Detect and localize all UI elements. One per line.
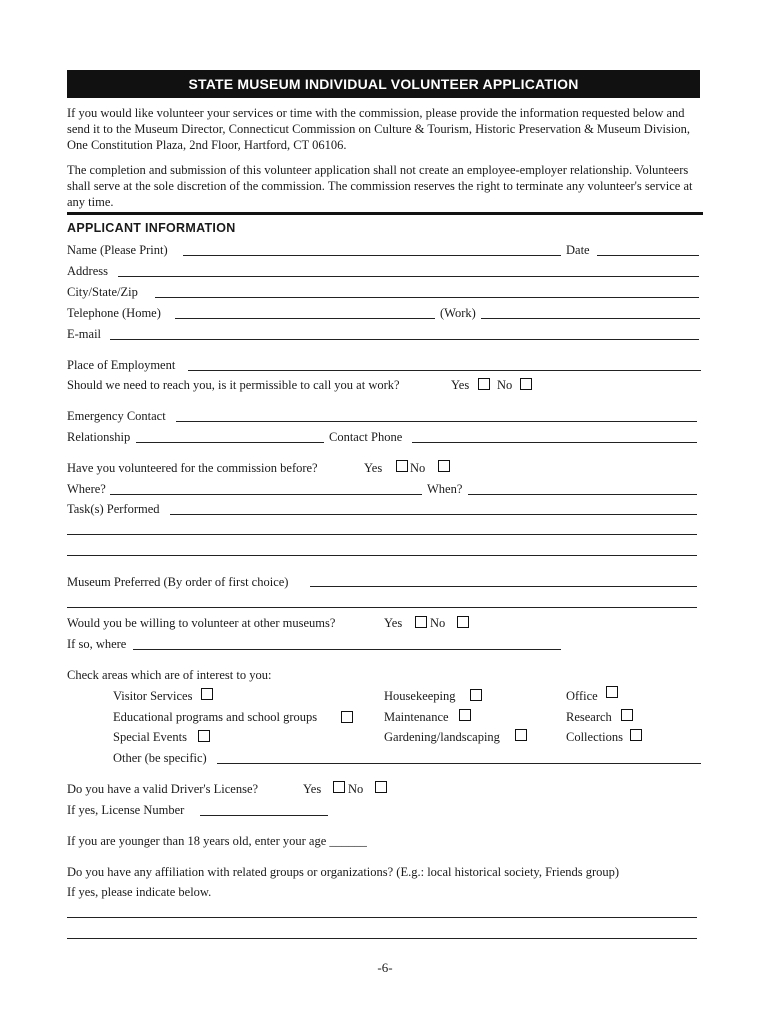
- when-field[interactable]: [468, 494, 697, 495]
- volunteered-before-question: Have you volunteered for the commission before?: [67, 461, 318, 475]
- when-label: When?: [427, 482, 463, 496]
- area-special-events-label: Special Events: [113, 730, 187, 744]
- relationship-label: Relationship: [67, 430, 131, 444]
- call-at-work-no-label: No: [497, 378, 513, 392]
- affiliation-line-2[interactable]: [67, 938, 697, 939]
- emergency-contact-label: Emergency Contact: [67, 409, 166, 423]
- telephone-work-field[interactable]: [481, 318, 700, 319]
- affiliation-question: Do you have any affiliation with related groups or organizations? (E.g.: local historical society, Friends group): [67, 865, 620, 879]
- other-museums-yes-checkbox[interactable]: [415, 616, 427, 628]
- area-visitor-services-checkbox[interactable]: [201, 688, 213, 700]
- area-housekeeping-checkbox[interactable]: [470, 689, 482, 701]
- relationship-field[interactable]: [136, 442, 324, 443]
- email-field[interactable]: [110, 339, 699, 340]
- section-heading-applicant: APPLICANT INFORMATION: [67, 221, 236, 235]
- call-at-work-no-checkbox[interactable]: [520, 378, 532, 390]
- page-number: -6-: [377, 960, 393, 975]
- volunteered-no-label: No: [410, 461, 426, 475]
- section-divider: [67, 212, 703, 215]
- tasks-field[interactable]: [170, 514, 697, 515]
- license-yes-checkbox[interactable]: [333, 781, 345, 793]
- emergency-contact-field[interactable]: [176, 421, 697, 422]
- other-museums-question: Would you be willing to volunteer at other museums?: [67, 616, 336, 630]
- call-at-work-yes-checkbox[interactable]: [478, 378, 490, 390]
- area-office-checkbox[interactable]: [606, 686, 618, 698]
- name-field[interactable]: [183, 255, 561, 256]
- where-field[interactable]: [110, 494, 422, 495]
- area-visitor-services-label: Visitor Services: [113, 689, 193, 703]
- intro-paragraph: If you would like volunteer your services or time with the commission, please provide the information requested below and send it to the Museum Director, Connecticut Commission on Culture & Tourism, Historic Preservation & Museum Division, One Constitution Plaza, 2nd Floor, Hartford, CT 06106.: [67, 106, 690, 152]
- contact-phone-label: Contact Phone: [329, 430, 403, 444]
- museum-preferred-label: Museum Preferred (By order of first choice): [67, 575, 289, 589]
- area-gardening-checkbox[interactable]: [515, 729, 527, 741]
- area-collections-label: Collections: [566, 730, 623, 744]
- email-label: E-mail: [67, 327, 102, 341]
- license-yes-label: Yes: [303, 782, 322, 796]
- license-number-field[interactable]: [200, 815, 328, 816]
- license-no-checkbox[interactable]: [375, 781, 387, 793]
- area-research-checkbox[interactable]: [621, 709, 633, 721]
- area-maintenance-label: Maintenance: [384, 710, 449, 724]
- call-at-work-yes-label: Yes: [451, 378, 470, 392]
- license-question: Do you have a valid Driver's License?: [67, 782, 259, 796]
- employment-field[interactable]: [188, 370, 701, 371]
- other-museums-no-checkbox[interactable]: [457, 616, 469, 628]
- interest-areas-label: Check areas which are of interest to you:: [67, 668, 272, 682]
- area-special-events-checkbox[interactable]: [198, 730, 210, 742]
- affiliation-indicate-label: If yes, please indicate below.: [67, 885, 212, 899]
- date-field[interactable]: [597, 255, 699, 256]
- other-museums-yes-label: Yes: [384, 616, 403, 630]
- telephone-work-label: (Work): [440, 306, 476, 320]
- call-at-work-question: Should we need to reach you, is it permissible to call you at work?: [67, 378, 400, 392]
- city-state-zip-label: City/State/Zip: [67, 285, 138, 299]
- area-maintenance-checkbox[interactable]: [459, 709, 471, 721]
- area-educational-checkbox[interactable]: [341, 711, 353, 723]
- tasks-line-3[interactable]: [67, 555, 697, 556]
- other-museums-no-label: No: [430, 616, 446, 630]
- museum-preferred-line-2[interactable]: [67, 607, 697, 608]
- area-research-label: Research: [566, 710, 612, 724]
- contact-phone-field[interactable]: [412, 442, 697, 443]
- telephone-home-field[interactable]: [175, 318, 435, 319]
- city-state-zip-field[interactable]: [155, 297, 699, 298]
- license-no-label: No: [348, 782, 364, 796]
- age-question: If you are younger than 18 years old, enter your age ______: [67, 834, 367, 848]
- employment-label: Place of Employment: [67, 358, 176, 372]
- volunteered-no-checkbox[interactable]: [438, 460, 450, 472]
- area-housekeeping-label: Housekeeping: [384, 689, 456, 703]
- tasks-label: Task(s) Performed: [67, 502, 160, 516]
- area-other-label: Other (be specific): [113, 751, 207, 765]
- date-label: Date: [566, 243, 590, 257]
- area-gardening-label: Gardening/landscaping: [384, 730, 500, 744]
- area-collections-checkbox[interactable]: [630, 729, 642, 741]
- if-so-where-field[interactable]: [133, 649, 561, 650]
- volunteered-yes-label: Yes: [364, 461, 383, 475]
- disclaimer-paragraph: The completion and submission of this volunteer application shall not create an employee-employer relationship. Volunteers shall serve at the sole discretion of the commission. The commission reserves the right to terminate any volunteer's service at any time.: [67, 163, 693, 209]
- affiliation-line-1[interactable]: [67, 917, 697, 918]
- tasks-line-2[interactable]: [67, 534, 697, 535]
- museum-preferred-field[interactable]: [310, 586, 697, 587]
- license-number-label: If yes, License Number: [67, 803, 185, 817]
- if-so-where-label: If so, where: [67, 637, 127, 651]
- address-label: Address: [67, 264, 108, 278]
- telephone-home-label: Telephone (Home): [67, 306, 161, 320]
- area-office-label: Office: [566, 689, 598, 703]
- volunteered-yes-checkbox[interactable]: [396, 460, 408, 472]
- where-label: Where?: [67, 482, 106, 496]
- form-title: STATE MUSEUM INDIVIDUAL VOLUNTEER APPLICATION: [67, 70, 700, 98]
- area-educational-label: Educational programs and school groups: [113, 710, 318, 724]
- address-field[interactable]: [118, 276, 699, 277]
- name-label: Name (Please Print): [67, 243, 168, 257]
- area-other-field[interactable]: [217, 763, 701, 764]
